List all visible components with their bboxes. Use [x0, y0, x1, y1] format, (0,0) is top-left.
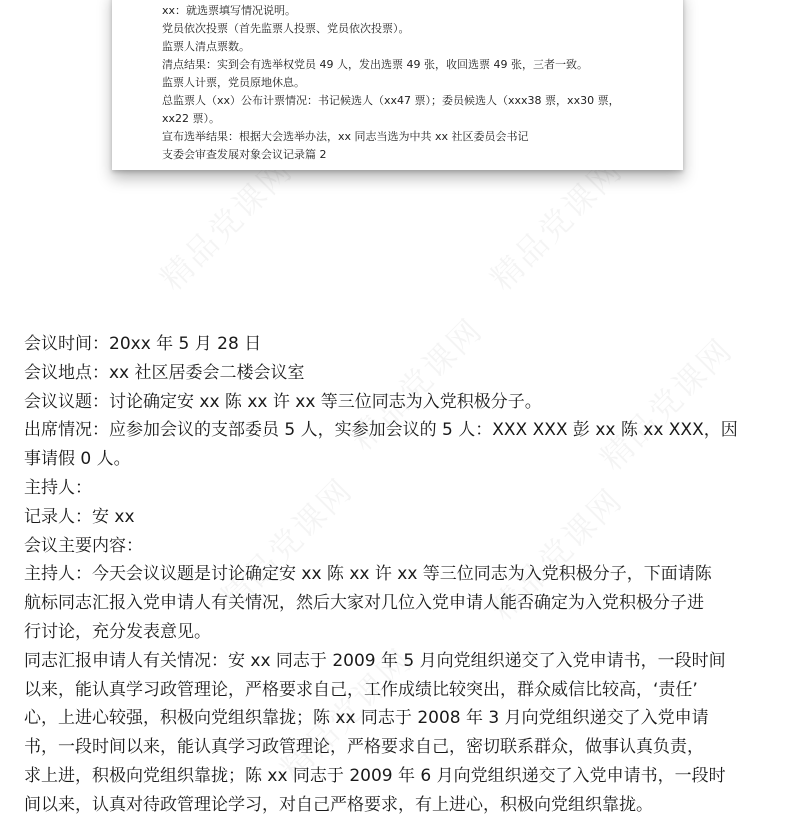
meeting-record	[24, 330, 784, 820]
paragraph-line: 主持人：今天会议议题是讨论确定安 xx 陈 xx 许 xx 等三位同志为入党积极分子，下面请陈	[24, 564, 712, 585]
host: 主持人：	[24, 477, 92, 498]
preview-line: 支委会审查发展对象会议记录篇 2	[162, 148, 327, 161]
attendance: 出席情况：应参加会议的支部委员 5 人，实参加会议的 5 人：XXX XXX 彭 xx 陈 xx XXX，因	[24, 420, 738, 441]
paragraph-line: 间以来，认真对待政管理论学习，对自己严格要求，有上进心，积极向党组织靠拢。	[24, 794, 653, 815]
preview-line: 总监票人（xx）公布计票情况：书记候选人（xx47 票）；委员候选人（xxx38 票，xx30 票，	[162, 94, 620, 107]
paragraph-line: 书，一段时间以来，能认真学习政管理论，严格要求自己，密切联系群众，做事认真负责，	[24, 737, 704, 758]
attendance-cont: 事请假 0 人。	[24, 449, 131, 470]
preview-text	[162, 0, 667, 164]
preview-line: 党员依次投票（首先监票人投票、党员依次投票）。	[162, 22, 410, 35]
meeting-time: 会议时间：20xx 年 5 月 28 日	[24, 334, 262, 354]
recorder: 记录人：安 xx	[24, 506, 135, 527]
meeting-topic: 会议议题：讨论确定安 xx 陈 xx 许 xx 等三位同志为入党积极分子。	[24, 391, 542, 412]
paragraph-line: 航标同志汇报入党申请人有关情况，然后大家对几位入党申请人能否确定为入党积极分子进	[24, 593, 704, 614]
preview-line: 清点结果：实到会有选举权党员 49 人，发出选票 49 张，收回选票 49 张，三者一致。	[162, 58, 588, 71]
paragraph-line: 行讨论，充分发表意见。	[24, 621, 211, 642]
preview-line: xx：就选票填写情况说明。	[162, 4, 297, 17]
paragraph-line: 同志汇报申请人有关情况：安 xx 同志于 2009 年 5 月向党组织递交了入党申请书，一段时间	[24, 650, 726, 671]
document-preview-card	[112, 0, 683, 170]
preview-line: 宣布选举结果：根据大会选举办法，xx 同志当选为中共 xx 社区委员会书记	[162, 130, 529, 143]
paragraph-line: 以来，能认真学习政管理论，严格要求自己，工作成绩比较突出，群众威信比较高，‘责任’	[24, 679, 698, 700]
preview-line: xx22 票）。	[162, 112, 221, 125]
paragraph-line: 求上进，积极向党组织靠拢；陈 xx 同志于 2009 年 6 月向党组织递交了入党申请书，一段时	[24, 765, 726, 786]
preview-line: 监票人计票，党员原地休息。	[162, 76, 305, 89]
main-content-heading: 会议主要内容：	[24, 535, 143, 556]
paragraph-line: 心，上进心较强，积极向党组织靠拢；陈 xx 同志于 2008 年 3 月向党组织递交了入党申请	[24, 708, 709, 729]
preview-line: 监票人清点票数。	[162, 40, 250, 53]
meeting-location: 会议地点：xx 社区居委会二楼会议室	[24, 362, 305, 383]
